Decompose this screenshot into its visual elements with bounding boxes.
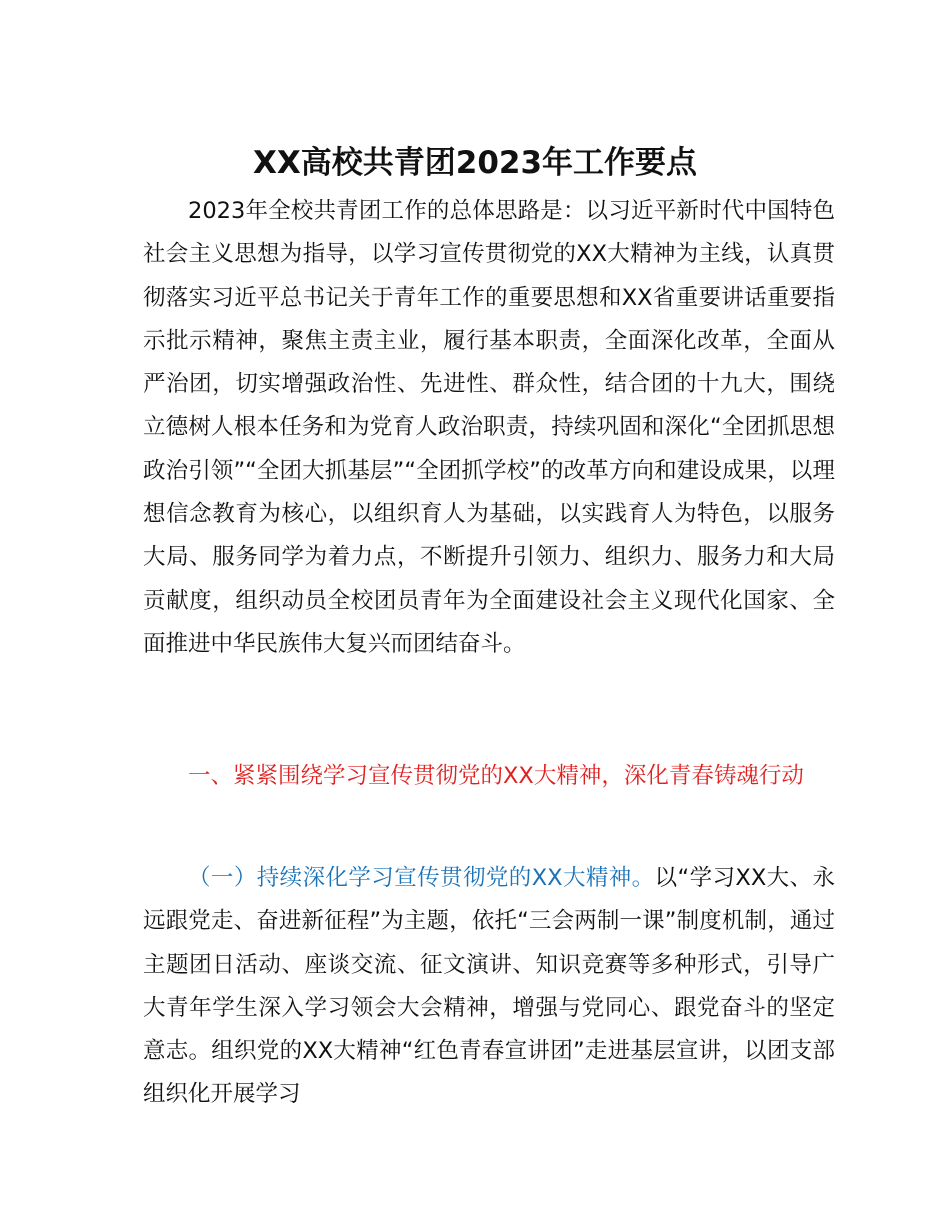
section-heading: 一、紧紧围绕学习宣传贯彻党的XX大精神，深化青春铸魂行动 — [188, 763, 804, 789]
subsection-paragraph — [143, 857, 835, 1117]
intro-paragraph: 2023年全校共青团工作的总体思路是：以习近平新时代中国特色社会主义思想为指导，以学习宣传贯彻党的XX大精神为主线，认真贯彻落实习近平总书记关于青年工作的重要思想和XX省重要讲话重要指示批示精神，聚焦主责主业，履行基本职责，全面深化改革，全面从严治团，切实增强政治性、先进性、群众性，结合团的十九大，围绕立德树人根本任务和为党育人政治职责，持续巩固和深化“全团抓思想政治引领”“全团大抓基层”“全团抓学校”的改革方向和建设成果，以理想信念教育为核心，以组织育人为基础，以实践育人为特色，以服务大局、服务同学为着力点，不断提升引领力、组织力、服务力和大局贡献度，组织动员全校团员青年为全面建设社会主义现代化国家、全面推进中华民族伟大复兴而团结奋斗。 — [143, 198, 835, 657]
subsection-body: 以“学习XX大、永远跟党走、奋进新征程”为主题，依托“三会两制一课”制度机制，通过主题团日活动、座谈交流、征文演讲、知识竞赛等多种形式，引导广大青年学生深入学习领会大会精神，增强与党同心、跟党奋斗的坚定意志。组织党的XX大精神“红色青春宣讲团”走进基层宣讲，以团支部组织化开展学习 — [143, 865, 835, 1108]
subsection-heading: （一）持续深化学习宣传贯彻党的XX大精神。 — [188, 865, 655, 891]
document-title: XX高校共青团2023年工作要点 — [252, 145, 698, 181]
